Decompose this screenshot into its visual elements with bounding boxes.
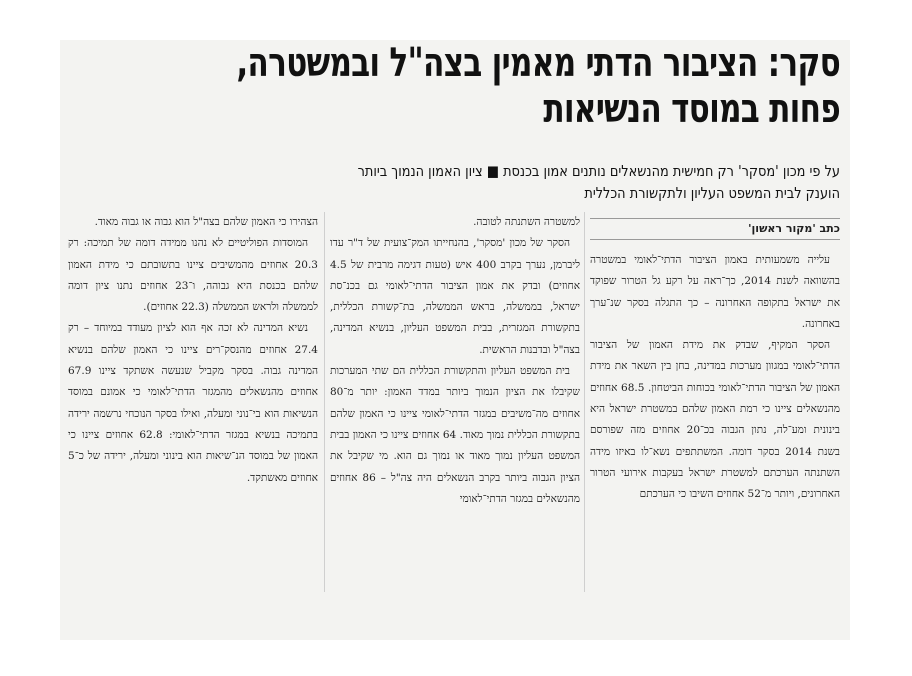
headline-line-1: סקר: הציבור הדתי מאמין בצה"ל ובמשטרה, (236, 40, 840, 86)
subhead-line-2: הוענק לבית המשפט העליון ולתקשורת הכללית (584, 184, 840, 202)
paragraph: הסקר של מכון 'מסקר', בהנחייתו המק־צועית של ד"ר עדו ליברמן, נערך בקרב 400 איש (טעות דגימה מרבית של 4.5 אחוזים) ובדק את אמון הציבור הדתי־לאומי גם בכנ־סת ישראל, בממשלה, בראש הממשלה, בת־קשורת הכללית, בתקשורת המגזרית, בבית המשפט העליון, בנשיא המדינה, בצה"ל ובדבנות הראשית. (330, 237, 580, 356)
article-headline (236, 40, 840, 132)
paragraph: עלייה משמעותית באמון הציבור הדתי־לאומי במשטרה בהשוואה לשנת 2014, כך־ראה על רקע גל הטרור שפוקד את ישראל בתקופה האחרונה – כך התגלה בסקר שנ־ערך באחרונה. (590, 254, 840, 330)
article-byline: כתב 'מקור ראשון' (590, 218, 840, 240)
paragraph: המוסדות הפוליטיים לא נהנו ממידה דומה של תמיכה: רק 20.3 אחוזים מהמשיבים ציינו בתשובתם כי מידת האמון שלהם בכנסת היא גבוהה, ו־23 אחוזים נתנו ציון דומה לממשלה ולראש הממשלה (22.3 אחוזים). (68, 237, 318, 314)
article-column-1 (590, 212, 840, 612)
paragraph: למשטרה השתנתה לטובה. (473, 216, 580, 228)
paragraph: בית המשפט העליון והתקשורת הכללית הם שתי המערכות שקיבלו את הציון הנמוך ביותר במדד האמון: יותר מ־80 אחוזים מה־משיבים במגזר הדתי־לאומי ציינו כי האמון שלהם בתקשורת הכללית נמוך מאוד. 64 אחוזים ציינו כי האמון בבית המשפט העליון נמוך מאוד או נמוך גם הוא. מי שקיבל את הציון הגבוה ביותר בקרב הנשאלים היה צה"ל – 86 אחוזים מהנשאלים במגזר הדתי־לאומי (330, 365, 580, 505)
column-divider (324, 212, 325, 592)
column-divider (584, 212, 585, 592)
subhead-line-1: על פי מכון 'מסקר' רק חמישית מהנשאלים נותנים אמון בכנסת ■ ציון האמון הנמוך ביותר (357, 162, 840, 180)
paragraph: הסקר המקיף, שבדק את מידת האמון של הציבור הדתי־לאומי במגוון מערכות במדינה, בחן בין השאר את מידת האמון של הציבור הדתי־לאומי בכוחות הביטחון. 68.5 אחוזים מהנשאלים ציינו כי רמת האמון שלהם במשטרת ישראל היא בינונית ומע־לה, נתון הגבוה בכ־20 אחוזים מזה שפורסם בשנת 2014 בסקר דומה. המשתתפים נשא־לו באיזו מידה השתנתה הערכתם למשטרת ישראל בעקבות אירועי הטרור האחרונים, ויותר מ־52 אחוזים השיבו כי הערכתם (590, 339, 840, 501)
article-column-3 (68, 212, 318, 612)
article-column-2 (330, 212, 580, 612)
paragraph: נשיא המדינה לא זכה אף הוא לציון מעודד במיוחד – רק 27.4 אחוזים מהנסק־רים ציינו כי האמון שלהם בנשיא המדינה גבוה. בסקר מקביל שנעשה אשתקד ציינו 67.9 אחוזים מהנשאלים מהמגזר הדתי־לאומי כי אמונם במוסד הנשיאות הוא בי־נוני ומעלה, ואילו בסקר הנוכחי נרשמה ירידה בתמיכה בנשיא במגזר הדתי־לאומי: 62.8 אחוזים ציינו כי האמון של במוסד הנ־שיאות הוא בינוני ומעלה, ירידה של כ־5 אחוזים מאשתקד. (68, 322, 318, 484)
paragraph: הצהירו כי האמון שלהם בצה"ל הוא גבוה או גבוה מאוד. (94, 216, 318, 228)
article-subheadline (186, 160, 840, 204)
headline-line-2: פחות במוסד הנשיאות (543, 86, 840, 132)
